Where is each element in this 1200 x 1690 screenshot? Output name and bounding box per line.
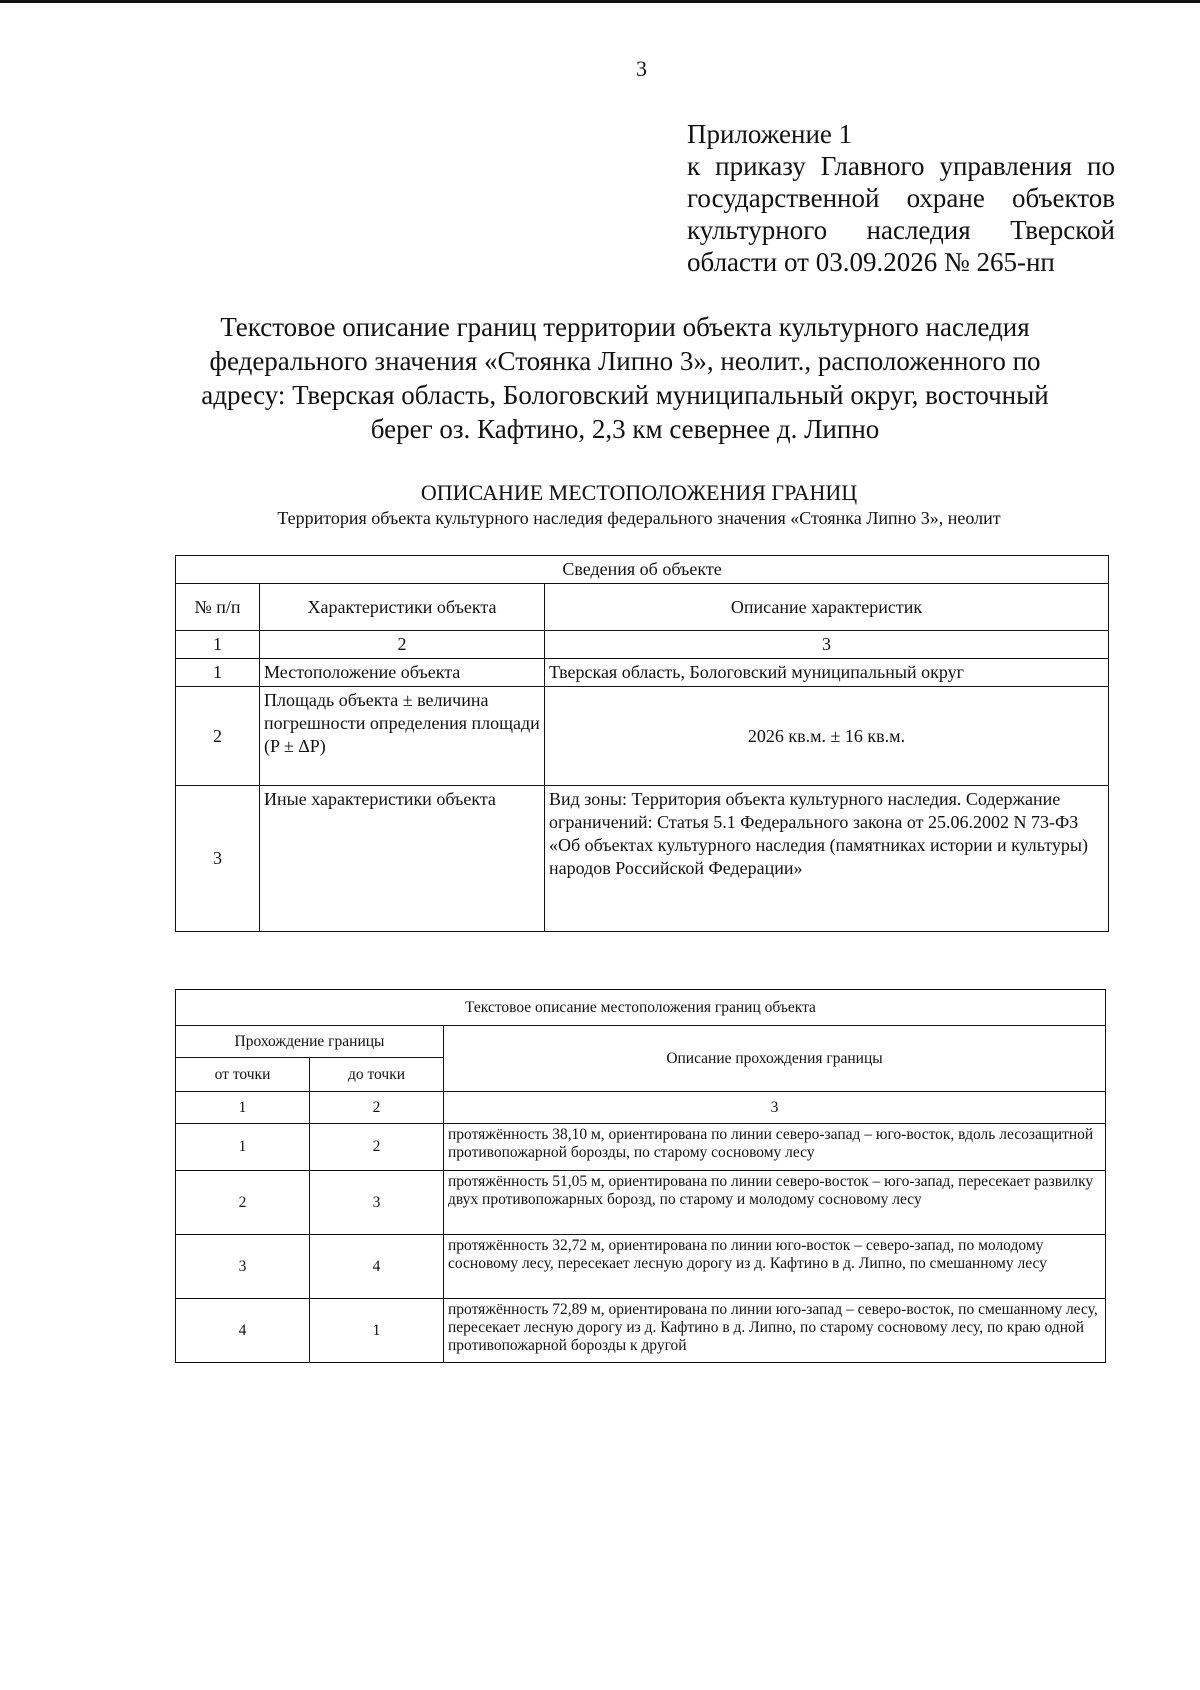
title-line: берег оз. Кафтино, 2,3 км севернее д. Липно [370,414,880,444]
title-line: Текстовое описание границ территории объекта культурного наследия [220,312,1030,342]
appendix-block [687,118,1115,278]
row-desc: Вид зоны: Территория объекта культурного наследия. Содержание ограничений: Статья 5.1 Федерального закона от 25.06.2002 N 73-ФЗ «Об объектах культурного наследия (памятниках истории и культуры) народов Российской Федерации» [545,786,1109,932]
page-top-border [0,0,1200,3]
row-name: Площадь объекта ± величина погрешности определения площади (P ± ΔP) [260,687,545,786]
table-row [176,1124,1106,1171]
to-point: 4 [310,1235,444,1299]
document-title [160,310,1090,446]
index-cell: 3 [545,631,1109,659]
row-num: 2 [176,687,260,786]
appendix-line: культурного наследия Тверской [687,215,1115,245]
row-desc: 2026 кв.м. ± 16 кв.м. [545,687,1109,786]
header-to-point: до точки [310,1058,444,1092]
table-row [176,1299,1106,1363]
section-title: ОПИСАНИЕ МЕСТОПОЛОЖЕНИЯ ГРАНИЦ [420,480,858,505]
from-point: 4 [176,1299,310,1363]
row-num: 1 [176,659,260,687]
page-number: 3 [636,56,647,81]
to-point: 2 [310,1124,444,1171]
to-point: 3 [310,1171,444,1235]
index-cell: 3 [444,1092,1106,1124]
from-point: 3 [176,1235,310,1299]
row-desc: Тверская область, Бологовский муниципальный округ [545,659,1109,687]
passage-desc: протяжённость 32,72 м, ориентирована по линии юго-восток – северо-запад, по молодому сосновому лесу, пересекает лесную дорогу из д. Кафтино в д. Липно, по смешанному лесу [444,1235,1106,1299]
appendix-line: государственной охране объектов [687,183,1115,213]
from-point: 1 [176,1124,310,1171]
table-row [176,659,1109,687]
index-cell: 2 [310,1092,444,1124]
appendix-line: Приложение 1 [687,119,853,149]
boundary-description-table [175,989,1106,1363]
header-num: № п/п [176,584,260,631]
header-from-point: от точки [176,1058,310,1092]
table-row [176,687,1109,786]
index-cell: 1 [176,631,260,659]
header-boundary-passage: Прохождение границы [176,1026,444,1058]
appendix-line: области от 03.09.2026 № 265-нп [687,247,1055,277]
table-caption: Сведения об объекте [176,556,1109,584]
passage-desc: протяжённость 51,05 м, ориентирована по линии северо-восток – юго-запад, пересекает развилку двух противопожарных борозд, по старому и молодому сосновому лесу [444,1171,1106,1235]
table-row [176,786,1109,932]
header-characteristic: Характеристики объекта [260,584,545,631]
table-row [176,1235,1106,1299]
header-description: Описание характеристик [545,584,1109,631]
from-point: 2 [176,1171,310,1235]
index-cell: 1 [176,1092,310,1124]
passage-desc: протяжённость 72,89 м, ориентирована по линии юго-запад – северо-восток, по смешанному лесу, пересекает лесную дорогу из д. Кафтино в д. Липно, по старому сосновому лесу, по краю одной противопожарной борозды к другой [444,1299,1106,1363]
row-name: Иные характеристики объекта [260,786,545,932]
to-point: 1 [310,1299,444,1363]
table-caption: Текстовое описание местоположения границ объекта [176,990,1106,1026]
row-name: Местоположение объекта [260,659,545,687]
appendix-line: к приказу Главного управления по [687,151,1115,181]
title-line: федерального значения «Стоянка Липно 3», неолит., расположенного по [209,346,1041,376]
header-passage-description: Описание прохождения границы [444,1026,1106,1092]
row-num: 3 [176,786,260,932]
title-line: адресу: Тверская область, Бологовский муниципальный округ, восточный [201,380,1049,410]
section-subtitle: Территория объекта культурного наследия федерального значения «Стоянка Липно 3», неолит [277,508,1001,528]
table-row [176,1171,1106,1235]
passage-desc: протяжённость 38,10 м, ориентирована по линии северо-запад – юго-восток, вдоль лесозащитной противопожарной борозды, по старому сосновому лесу [444,1124,1106,1171]
object-info-table [175,555,1109,932]
index-cell: 2 [260,631,545,659]
